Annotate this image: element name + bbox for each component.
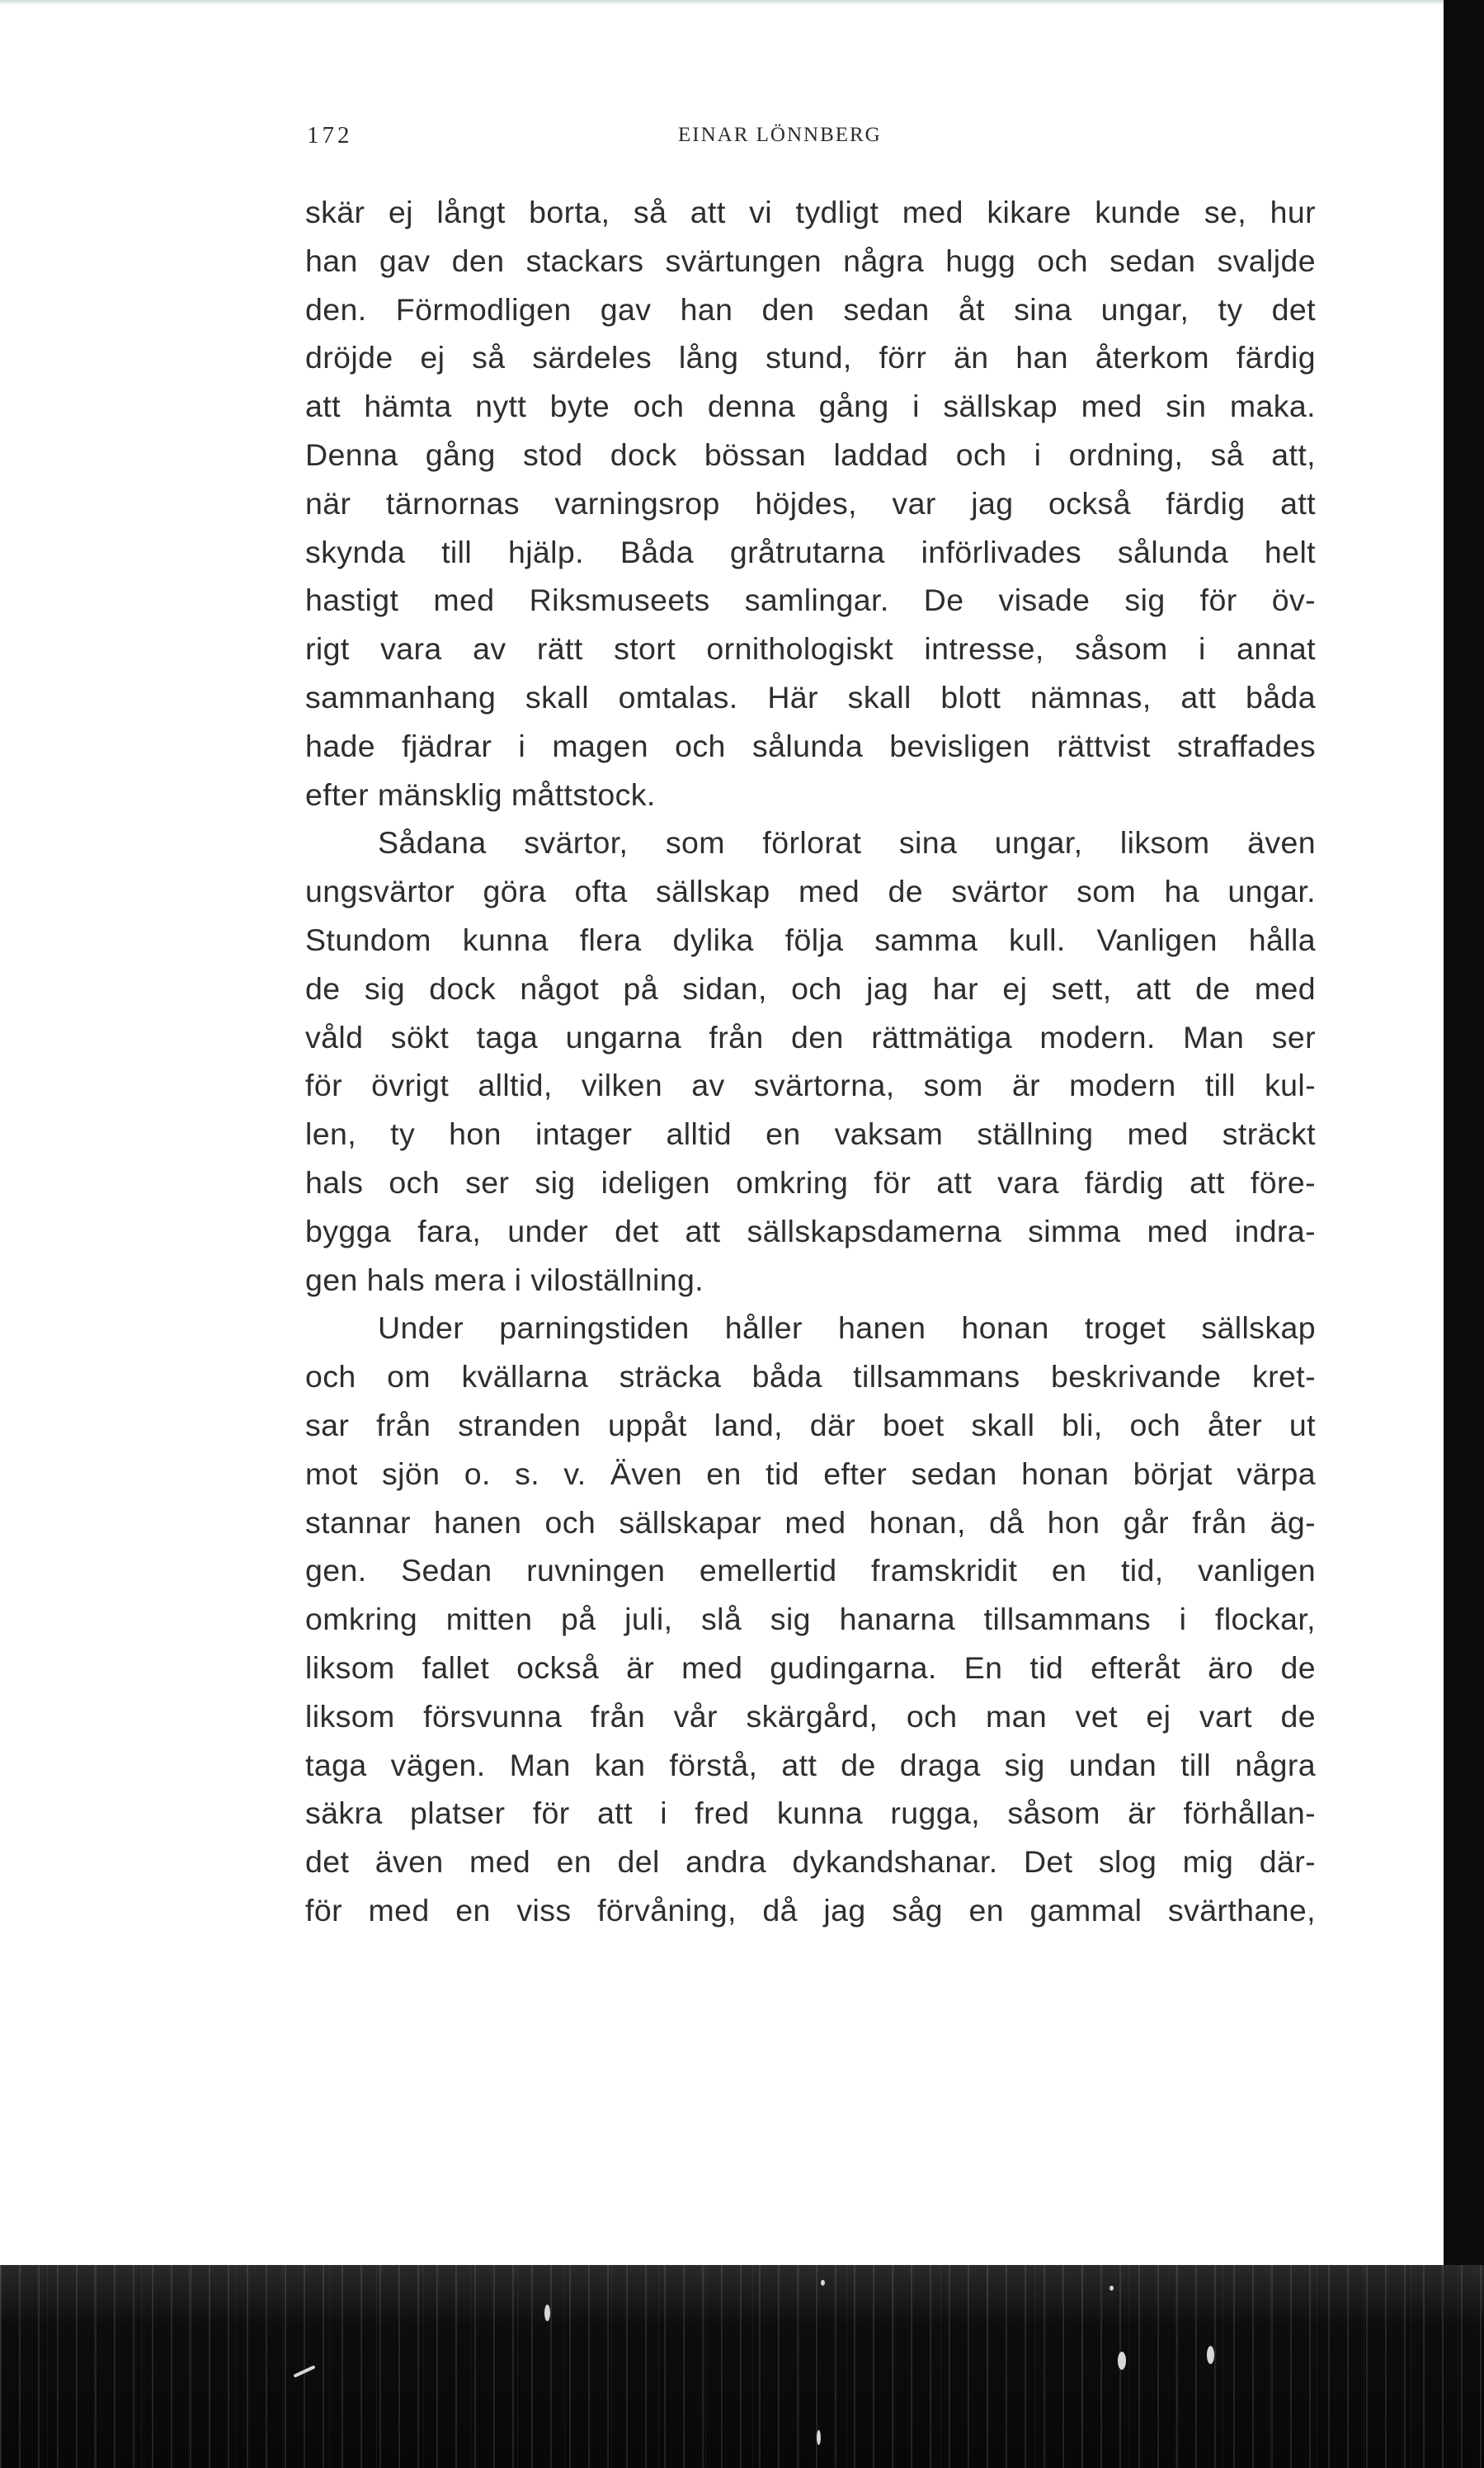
text-line: hade fjädrar i magen och sålunda bevisligen rättvist straffades [305,728,1316,763]
text-line: hastigt med Riksmuseets samlingar. De visade sig för öv- [305,583,1316,618]
text-line: gen. Sedan ruvningen emellertid framskridit en tid, vanligen [305,1553,1316,1588]
dust-speck [817,2430,821,2445]
dust-speck [821,2280,825,2286]
text-line: stannar hanen och sällskapar med honan, då hon går från äg- [305,1504,1316,1540]
text-line: sammanhang skall omtalas. Här skall blott nämnas, att båda [305,679,1316,715]
text-line: taga vägen. Man kan förstå, att de draga sig undan till några [305,1747,1316,1782]
text-line: liksom fallet också är med gudingarna. En tid efteråt äro de [305,1649,1316,1685]
text-line: ungsvärtor göra ofta sällskap med de svärtor som ha ungar. [305,874,1316,909]
text-line: det även med en del andra dykandshanar. Det slog mig där- [305,1844,1316,1880]
text-line: rigt vara av rätt stort ornithologiskt intresse, såsom i annat [305,631,1316,667]
scan-border-right [1444,0,1484,2468]
text-line: len, ty hon intager alltid en vaksam ställning med sträckt [305,1116,1316,1152]
text-line: säkra platser för att i fred kunna rugga, såsom är förhållan- [305,1796,1316,1831]
text-line: bygga fara, under det att sällskapsdamerna simma med indra- [305,1213,1316,1248]
text-line: sar från stranden uppåt land, där boet skall bli, och åter ut [305,1407,1316,1442]
page-number: 172 [307,122,353,149]
text-line: hals och ser sig ideligen omkring för att vara färdig att före- [305,1164,1316,1200]
page-header [299,122,1321,155]
text-line: de sig dock något på sidan, och jag har ej sett, att de med [305,970,1316,1006]
text-line: skär ej långt borta, så att vi tydligt med kikare kunde se, hur [305,195,1316,229]
dust-speck [293,2365,315,2377]
text-line: när tärnornas varningsrop höjdes, var jag också färdig att [305,485,1316,521]
text-line: för med en viss förvåning, då jag såg en gammal svärthane, [305,1892,1316,1928]
text-line: Denna gång stod dock bössan laddad och i ordning, så att, [305,437,1316,472]
text-line: att hämta nytt byte och denna gång i sällskap med sin maka. [305,389,1316,424]
text-line: mot sjön o. s. v. Även en tid efter sedan honan börjat värpa [305,1456,1316,1491]
text-line: våld sökt taga ungarna från den rättmätiga modern. Man ser [305,1019,1316,1055]
text-line: Sådana svärtor, som förlorat sina ungar, liksom även [378,825,1316,861]
dust-speck [544,2305,550,2321]
text-line: den. Förmodligen gav han den sedan åt sina ungar, ty det [305,291,1316,327]
top-edge [0,0,1484,5]
scan-border-bottom [0,2265,1484,2468]
text-line: skynda till hjälp. Båda gråtrutarna införlivades sålunda helt [305,534,1316,569]
text-line: efter mänsklig måttstock. [305,776,656,812]
text-line: liksom försvunna från vår skärgård, och man vet ej vart de [305,1698,1316,1734]
dust-speck [1118,2352,1126,2370]
text-line: dröjde ej så särdeles lång stund, förr än han återkom färdig [305,340,1316,375]
text-line: och om kvällarna sträcka båda tillsammans beskrivande kret- [305,1359,1316,1394]
text-line: gen hals mera i viloställning. [305,1262,704,1297]
text-line: omkring mitten på juli, slå sig hanarna tillsammans i flockar, [305,1602,1316,1637]
text-line: Stundom kunna flera dylika följa samma kull. Vanligen hålla [305,922,1316,957]
running-title: EINAR LÖNNBERG [678,124,882,146]
text-line: Under parningstiden håller hanen honan troget sällskap [378,1310,1316,1346]
text-line: för övrigt alltid, vilken av svärtorna, som är modern till kul- [305,1068,1316,1103]
text-line: han gav den stackars svärtungen några hugg och sedan svaljde [305,243,1316,278]
dust-speck [1109,2286,1114,2291]
body-text [305,188,1316,1935]
dust-speck [1207,2346,1214,2364]
